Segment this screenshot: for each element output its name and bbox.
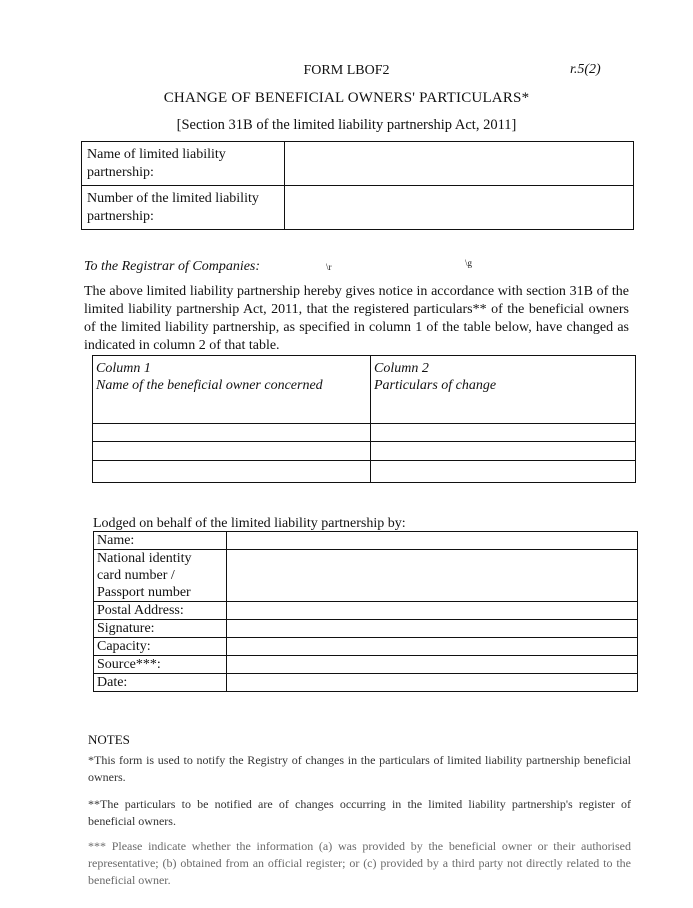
column-1-heading: Column 1 — [96, 361, 151, 376]
signature-field[interactable] — [227, 620, 638, 638]
notice-paragraph: The above limited liability partnership hereby gives notice in accordance with section 31B of the limited liability partnership Act, 2011, that the registered particulars** of the beneficial owners of the limited liability partnership, as specified in column 1 of the table below, have changed as indicated in column 2 of that table. — [84, 284, 629, 353]
lodger-signature-row — [94, 620, 638, 638]
lodger-id-row — [94, 550, 638, 602]
owner-change-row — [93, 442, 636, 461]
id-label-line-2: card number / — [97, 568, 175, 583]
postal-address-field[interactable] — [227, 602, 638, 620]
id-label-line-3: Passport number — [97, 585, 191, 600]
lodger-capacity-row — [94, 638, 638, 656]
note-3: *** Please indicate whether the information (a) was provided by the beneficial owner or their authorised representative; (b) obtained from an official register; or (c) provided by a third party not directly related to the beneficial owner. — [88, 839, 631, 887]
source-label: Source***: — [94, 656, 227, 674]
partnership-name-label: Name of limited liability partnership: — [82, 142, 285, 186]
partnership-number-label: Number of the limited liability partnership: — [82, 186, 285, 230]
postal-address-label: Postal Address: — [94, 602, 227, 620]
column-2-subheading: Particulars of change — [374, 378, 497, 393]
lodger-details-table — [93, 531, 638, 692]
capacity-label: Capacity: — [94, 638, 227, 656]
source-field[interactable] — [227, 656, 638, 674]
addressee-line: To the Registrar of Companies: — [84, 259, 261, 274]
lodger-id-field[interactable] — [227, 550, 638, 602]
partnership-name-row — [82, 142, 634, 186]
partnership-details-table — [81, 141, 634, 230]
lodged-by-heading: Lodged on behalf of the limited liability partnership by: — [93, 516, 406, 531]
lodger-name-field[interactable] — [227, 532, 638, 550]
scan-mark-b: \g — [465, 258, 473, 268]
date-label: Date: — [94, 674, 227, 692]
lodger-name-row — [94, 532, 638, 550]
form-number: FORM LBOF2 — [303, 63, 390, 78]
column-2-header — [371, 356, 636, 424]
owner-change-row — [93, 461, 636, 483]
partnership-number-field[interactable] — [285, 186, 634, 230]
lodger-address-row — [94, 602, 638, 620]
owner-changes-table — [92, 355, 636, 483]
owner-name-cell[interactable] — [93, 442, 371, 461]
column-1-subheading: Name of the beneficial owner concerned — [96, 378, 323, 393]
change-particulars-cell[interactable] — [371, 424, 636, 442]
owner-name-cell[interactable] — [93, 461, 371, 483]
scan-mark-a: \r — [326, 262, 332, 272]
column-2-heading: Column 2 — [374, 361, 429, 376]
signature-label: Signature: — [94, 620, 227, 638]
notes-heading: NOTES — [88, 732, 130, 747]
id-label-line-1: National identity — [97, 551, 192, 566]
note-2: **The particulars to be notified are of changes occurring in the limited liability partnership's register of beneficial owners. — [88, 797, 631, 828]
note-1: *This form is used to notify the Registry of changes in the particulars of limited liability partnership beneficial owners. — [88, 753, 631, 784]
lodger-source-row — [94, 656, 638, 674]
owner-change-row — [93, 424, 636, 442]
change-particulars-cell[interactable] — [371, 461, 636, 483]
section-reference: [Section 31B of the limited liability partnership Act, 2011] — [176, 117, 517, 133]
form-title: CHANGE OF BENEFICIAL OWNERS' PARTICULARS* — [163, 90, 530, 106]
capacity-field[interactable] — [227, 638, 638, 656]
lodger-date-row — [94, 674, 638, 692]
rule-reference: r.5(2) — [570, 62, 601, 77]
change-particulars-cell[interactable] — [371, 442, 636, 461]
lodger-id-label — [94, 550, 227, 602]
lodger-name-label: Name: — [94, 532, 227, 550]
column-1-header — [93, 356, 371, 424]
date-field[interactable] — [227, 674, 638, 692]
partnership-name-field[interactable] — [285, 142, 634, 186]
owner-name-cell[interactable] — [93, 424, 371, 442]
owner-changes-header-row — [93, 356, 636, 424]
partnership-number-row — [82, 186, 634, 230]
